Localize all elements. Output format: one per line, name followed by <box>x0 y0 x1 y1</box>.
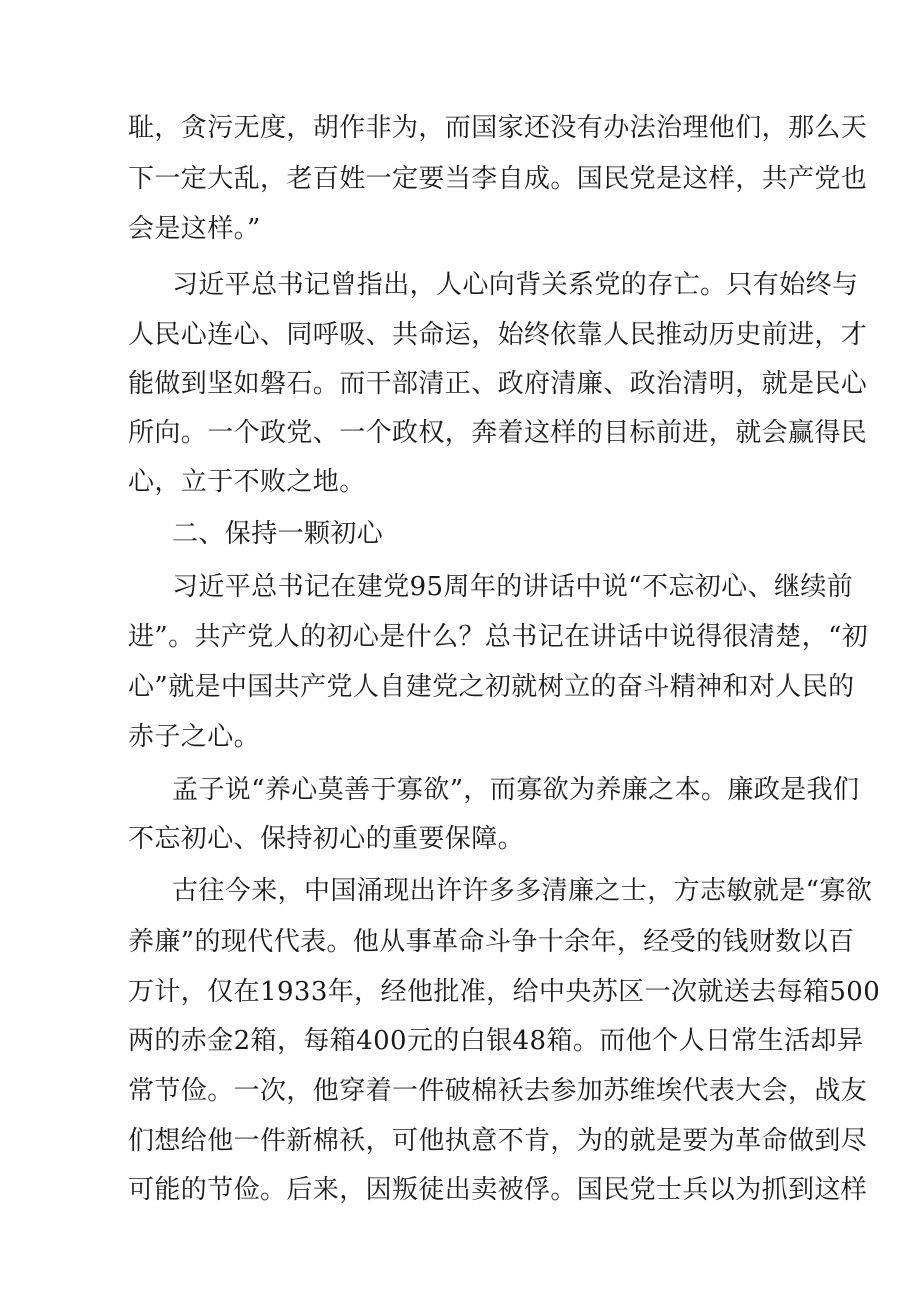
text-line-5: 人民心连心、同呼吸、共命运，始终依靠人民推动历史前进，才 <box>128 320 868 350</box>
text-line-6: 能做到坚如磐石。而干部清正、政府清廉、政治清明，就是民心 <box>128 369 868 399</box>
text-line-8: 心，立于不败之地。 <box>128 467 366 497</box>
text-line-13: 赤子之心。 <box>128 722 261 752</box>
text-line-15: 不忘初心、保持初心的重要保障。 <box>128 824 525 854</box>
text-line-21: 们想给他一件新棉袄，可他执意不肯，为的就是要为革命做到尽 <box>128 1126 868 1156</box>
text-line-14: 孟子说“养心莫善于寡欲”，而寡欲为养廉之本。廉政是我们 <box>172 775 860 805</box>
text-line-4: 习近平总书记曾指出，人心向背关系党的存亡。只有始终与 <box>172 270 859 300</box>
section-heading: 二、保持一颗初心 <box>172 519 384 549</box>
text-line-19: 两的赤金2箱，每箱400元的白银48箱。而他个人日常生活却异 <box>128 1026 864 1056</box>
text-line-18: 万计，仅在1933年，经他批准，给中央苏区一次就送去每箱500 <box>128 977 881 1007</box>
text-line-2: 下一定大乱，老百姓一定要当李自成。国民党是这样，共产党也 <box>128 164 868 194</box>
text-line-22: 可能的节俭。后来，因叛徒出卖被俘。国民党士兵以为抓到这样 <box>128 1175 868 1205</box>
text-line-1: 耻，贪污无度，胡作非为，而国家还没有办法治理他们，那么天 <box>128 113 868 143</box>
text-line-20: 常节俭。一次，他穿着一件破棉袄去参加苏维埃代表大会，战友 <box>128 1076 868 1106</box>
text-line-10: 习近平总书记在建党95周年的讲话中说“不忘初心、继续前 <box>172 572 854 602</box>
text-line-17: 养廉”的现代代表。他从事革命斗争十余年，经受的钱财数以百 <box>128 927 855 957</box>
text-line-12: 心”就是中国共产党人自建党之初就树立的奋斗精神和对人民的 <box>128 672 855 702</box>
text-line-16: 古往今来，中国涌现出许许多多清廉之士，方志敏就是“寡欲 <box>172 876 873 906</box>
text-line-3: 会是这样。” <box>128 214 261 244</box>
text-line-11: 进”。共产党人的初心是什么？总书记在讲话中说得很清楚，“初 <box>128 622 869 652</box>
text-line-7: 所向。一个政党、一个政权，奔着这样的目标前进，就会赢得民 <box>128 418 868 448</box>
